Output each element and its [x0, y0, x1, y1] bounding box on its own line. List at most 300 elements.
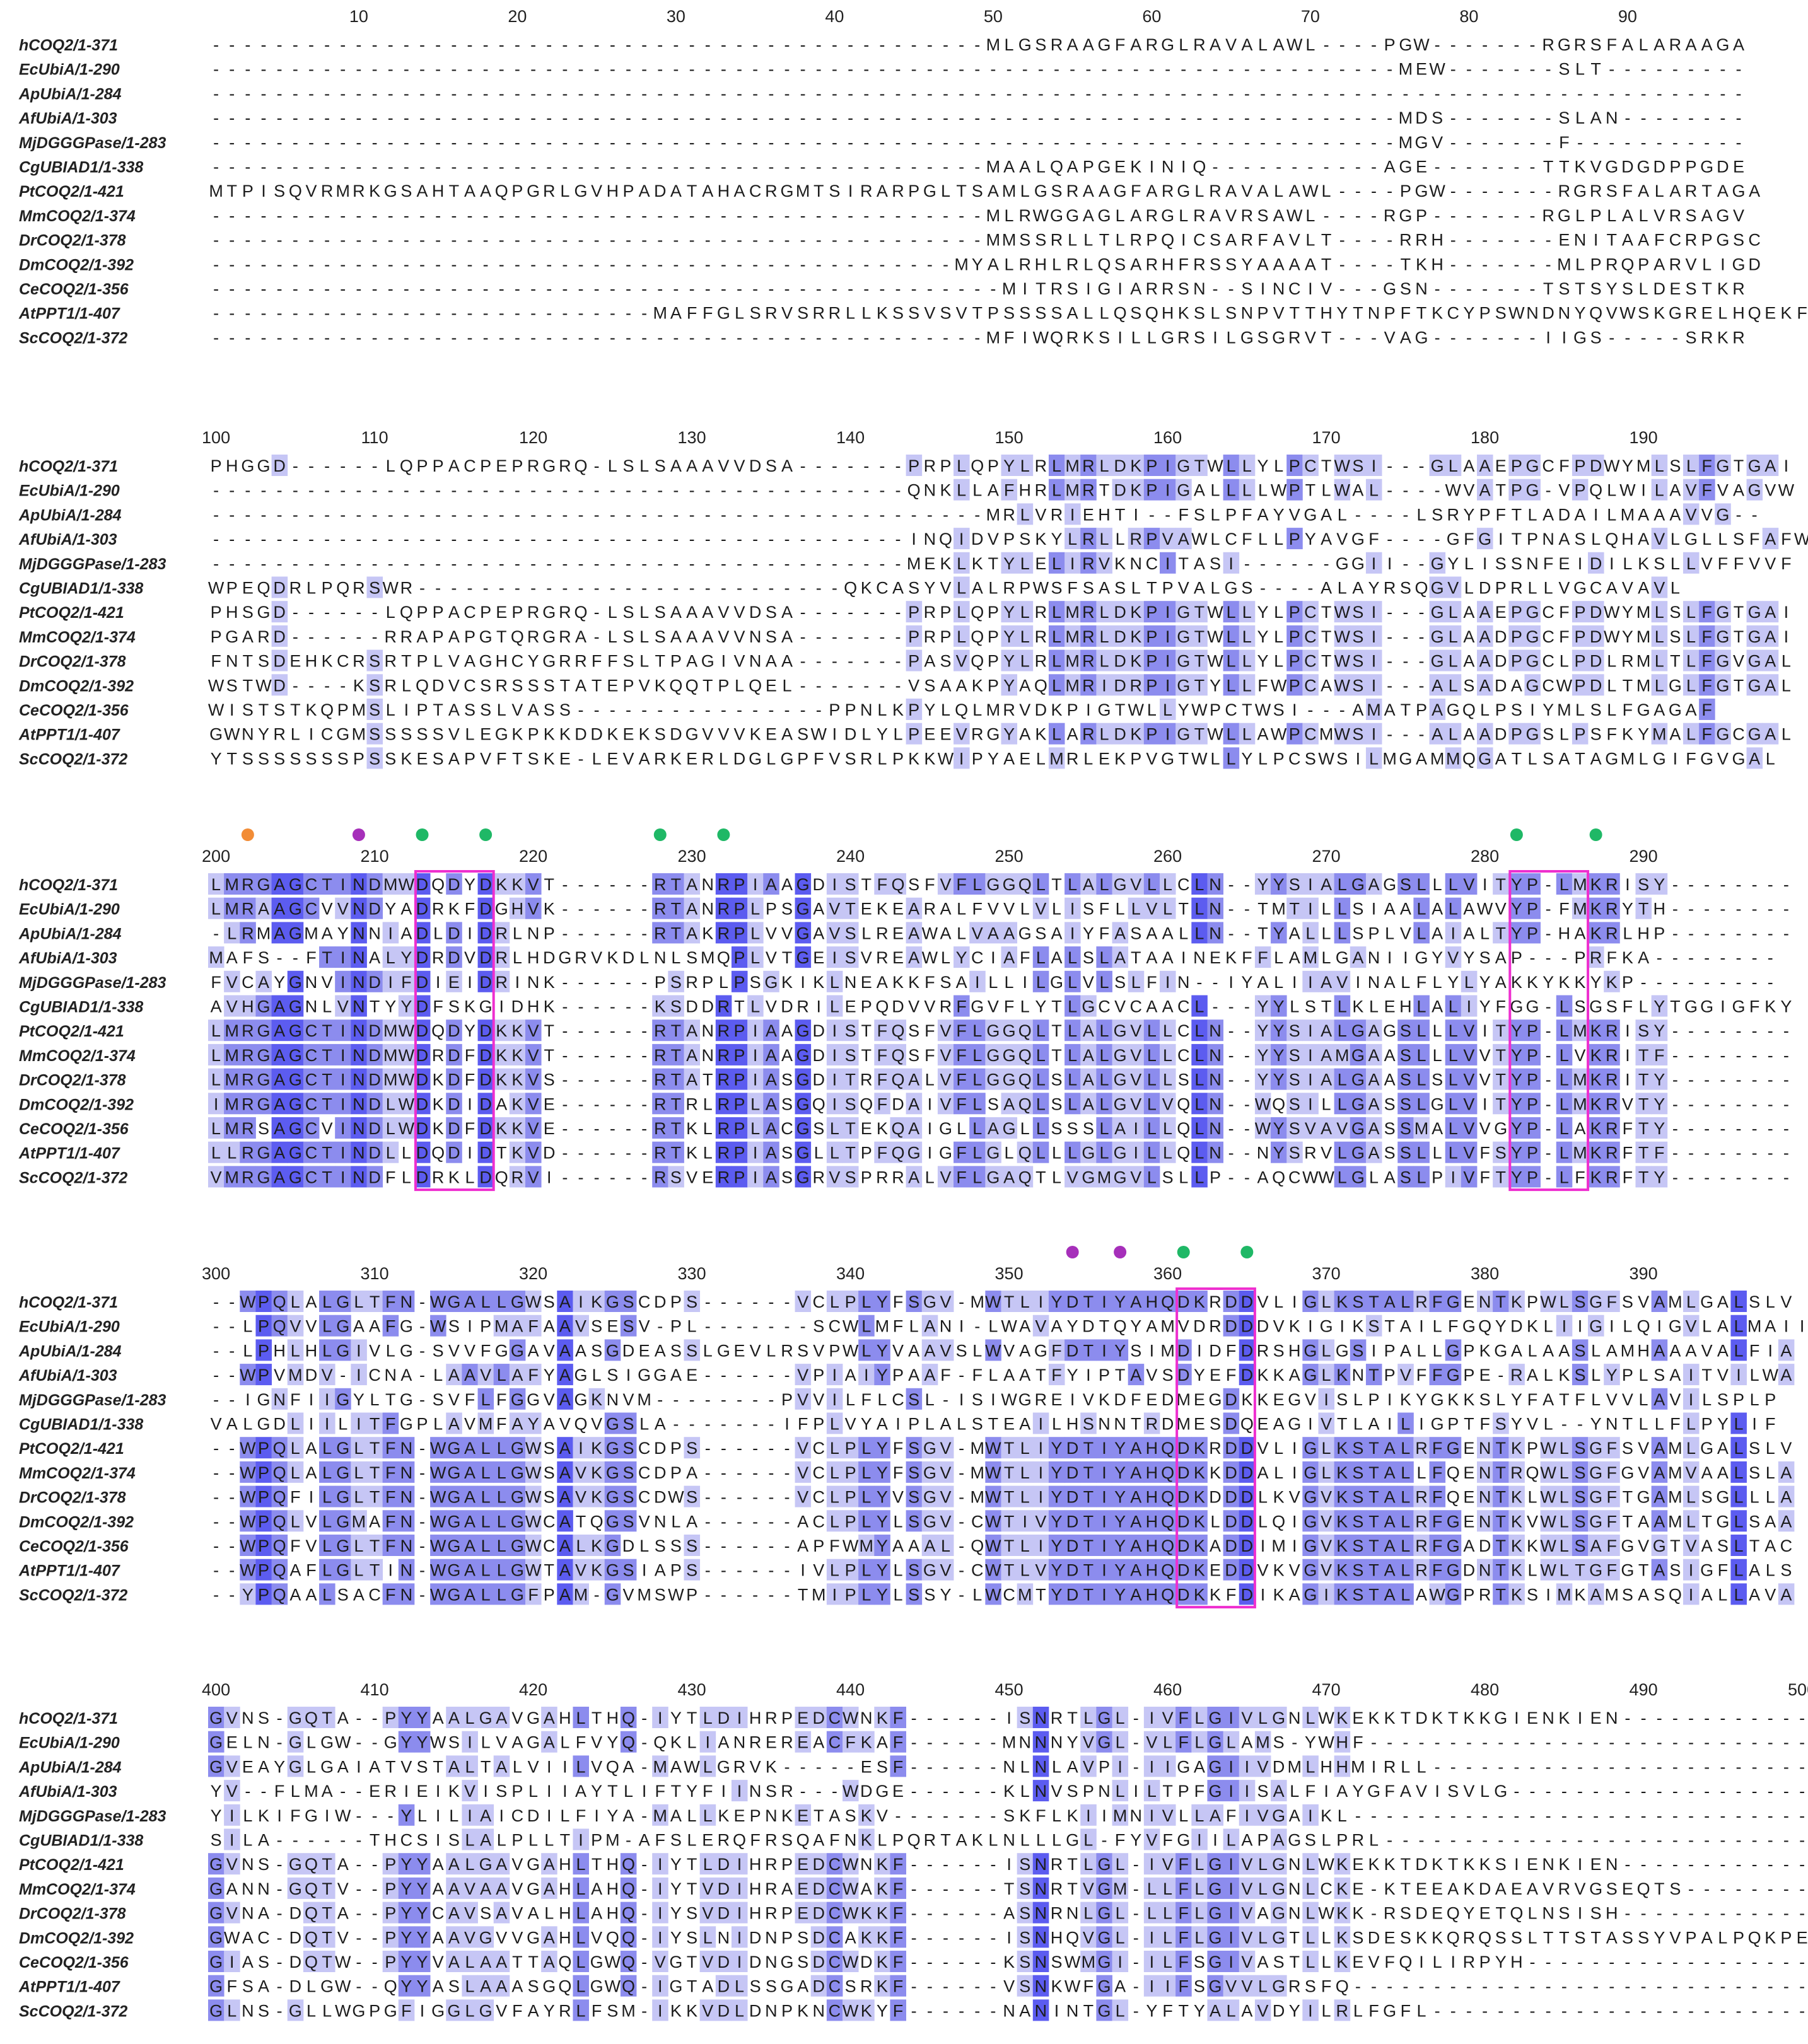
residue: - — [324, 481, 330, 500]
residue: P — [734, 875, 745, 894]
residue: I — [1562, 328, 1567, 347]
residue: L — [941, 700, 950, 719]
residue: F — [1257, 231, 1268, 250]
residue: V — [940, 1046, 951, 1065]
residue: - — [594, 255, 600, 274]
residue: V — [1273, 304, 1285, 323]
residue: - — [562, 1095, 568, 1113]
residue: P — [734, 973, 745, 992]
residue: - — [293, 304, 298, 323]
residue: - — [562, 158, 568, 177]
residue: K — [1178, 304, 1189, 323]
residue: L — [1020, 505, 1030, 524]
residue: - — [419, 35, 425, 54]
residue: M — [1319, 725, 1334, 744]
residue: A — [1495, 749, 1507, 768]
residue: - — [293, 255, 298, 274]
residue: F — [1146, 973, 1157, 992]
residue: D — [479, 1144, 492, 1163]
residue: - — [610, 700, 615, 719]
residue: A — [1321, 875, 1332, 894]
residue: D — [273, 676, 286, 695]
residue: P — [1527, 875, 1538, 894]
residue: - — [768, 231, 774, 250]
residue: - — [848, 328, 853, 347]
residue: G — [1732, 182, 1745, 200]
residue: - — [1482, 182, 1488, 200]
residue: - — [546, 60, 552, 79]
residue: I — [1308, 900, 1313, 919]
residue: R — [718, 1095, 730, 1113]
residue: G — [479, 627, 493, 646]
residue: S — [1653, 554, 1665, 573]
residue: F — [1004, 481, 1015, 500]
residue: - — [641, 579, 647, 598]
residue: - — [1260, 158, 1266, 177]
residue: - — [800, 133, 806, 152]
residue: R — [1130, 676, 1143, 695]
residue: - — [705, 84, 711, 103]
residue: M — [1049, 749, 1064, 768]
residue: - — [483, 579, 489, 598]
residue: K — [877, 900, 888, 919]
residue: M — [1573, 1095, 1587, 1113]
residue: A — [1479, 725, 1491, 744]
residue: K — [1574, 158, 1585, 177]
residue: K — [305, 700, 317, 719]
residue: A — [1352, 948, 1363, 967]
residue: - — [372, 133, 378, 152]
residue: Q — [400, 603, 413, 622]
position-tick-label: 240 — [836, 847, 865, 866]
residue: G — [257, 1046, 271, 1065]
residue: S — [1162, 1168, 1174, 1187]
residue: - — [515, 481, 520, 500]
residue: T — [1257, 900, 1268, 919]
residue: M — [383, 1071, 398, 1089]
residue: - — [879, 35, 885, 54]
residue: L — [1560, 1071, 1569, 1089]
residue: A — [1574, 924, 1585, 943]
residue: Y — [924, 700, 935, 719]
residue: - — [800, 456, 806, 475]
residue: F — [1749, 530, 1760, 549]
residue: M — [225, 900, 239, 919]
residue: A — [400, 924, 412, 943]
residue: P — [766, 900, 777, 919]
residue: A — [702, 603, 713, 622]
residue: G — [225, 627, 238, 646]
residue: R — [1415, 231, 1428, 250]
residue: - — [1688, 108, 1694, 127]
residue: L — [1194, 875, 1204, 894]
residue: - — [610, 900, 615, 919]
residue: G — [1748, 725, 1761, 744]
residue: T — [560, 676, 571, 695]
residue: P — [1574, 652, 1585, 671]
residue: S — [1225, 304, 1237, 323]
residue: - — [1213, 158, 1218, 177]
residue: A — [1003, 158, 1015, 177]
residue: G — [1669, 676, 1682, 695]
residue: L — [1052, 627, 1061, 646]
residue: C — [1748, 231, 1761, 250]
residue: - — [1403, 481, 1408, 500]
residue: - — [1244, 554, 1250, 573]
residue: G — [1114, 1071, 1127, 1089]
residue: T — [1099, 481, 1110, 500]
position-tick-label: 150 — [995, 428, 1024, 447]
residue: - — [451, 579, 457, 598]
residue: A — [1083, 1095, 1094, 1113]
residue: S — [1083, 900, 1094, 919]
residue: V — [940, 579, 951, 598]
residue: - — [1339, 35, 1345, 54]
residue: W — [1191, 700, 1208, 719]
residue: - — [277, 554, 283, 573]
residue: R — [1003, 700, 1015, 719]
residue: V — [1717, 749, 1729, 768]
residue: A — [702, 627, 713, 646]
sequence-row — [211, 456, 1789, 475]
residue: G — [1431, 603, 1444, 622]
residue: I — [1150, 158, 1155, 177]
residue: - — [1149, 108, 1155, 127]
residue: - — [895, 60, 901, 79]
residue: V — [1289, 505, 1300, 524]
residue: - — [848, 60, 853, 79]
residue: - — [626, 1046, 631, 1065]
residue: L — [639, 948, 649, 967]
residue: L — [1322, 948, 1331, 967]
residue: - — [515, 279, 520, 298]
residue: G — [289, 875, 302, 894]
position-tick-label: 140 — [836, 428, 865, 447]
residue: P — [1527, 530, 1538, 549]
residue: P — [829, 700, 840, 719]
residue: F — [1004, 328, 1015, 347]
residue: C — [305, 1021, 318, 1040]
residue: - — [594, 481, 600, 500]
residue: L — [972, 1168, 982, 1187]
residue: - — [1307, 579, 1313, 598]
residue: F — [243, 948, 254, 967]
residue: Q — [971, 652, 984, 671]
residue: M — [1636, 456, 1651, 475]
residue: - — [816, 84, 822, 103]
residue: Y — [1273, 924, 1285, 943]
residue: - — [752, 505, 758, 524]
residue: P — [1162, 579, 1174, 598]
residue: D — [416, 1168, 429, 1187]
residue: A — [988, 255, 999, 274]
residue: R — [1669, 206, 1682, 225]
residue: T — [1543, 158, 1554, 177]
residue: S — [433, 725, 444, 744]
residue: Q — [1589, 481, 1602, 500]
residue: G — [796, 1021, 810, 1040]
residue: - — [1292, 60, 1297, 79]
residue: - — [752, 328, 758, 347]
residue: D — [432, 676, 445, 695]
residue: Y — [1622, 603, 1633, 622]
residue: - — [1768, 1095, 1773, 1113]
residue: - — [277, 948, 283, 967]
residue: V — [1432, 133, 1443, 152]
residue: R — [1082, 481, 1095, 500]
residue: - — [562, 997, 568, 1016]
residue: I — [1372, 900, 1377, 919]
residue: S — [670, 997, 682, 1016]
residue: S — [781, 1071, 793, 1089]
residue: - — [483, 108, 489, 127]
residue: P — [988, 456, 999, 475]
residue: N — [1209, 875, 1222, 894]
residue: - — [1101, 60, 1107, 79]
residue: P — [211, 456, 222, 475]
residue: - — [1482, 255, 1488, 274]
residue: A — [258, 973, 269, 992]
residue: E — [1764, 304, 1776, 323]
residue: G — [1573, 182, 1587, 200]
residue: - — [213, 133, 219, 152]
residue: - — [816, 108, 822, 127]
residue: - — [419, 231, 425, 250]
residue: - — [1704, 60, 1710, 79]
residue: - — [626, 1071, 631, 1089]
residue: V — [528, 1168, 539, 1187]
residue: - — [1530, 231, 1536, 250]
residue: P — [655, 973, 666, 992]
residue: - — [1324, 700, 1329, 719]
residue: - — [1783, 875, 1789, 894]
residue: L — [1242, 652, 1252, 671]
residue: C — [464, 676, 476, 695]
residue: L — [1099, 875, 1109, 894]
residue: A — [1622, 35, 1633, 54]
residue: M — [1446, 749, 1461, 768]
residue: - — [1768, 948, 1773, 967]
sequence-name: CeCOQ2/1-356 — [19, 702, 129, 719]
residue: - — [641, 924, 647, 943]
residue: R — [1051, 505, 1063, 524]
residue: - — [927, 206, 933, 225]
residue: V — [1463, 1071, 1474, 1089]
residue: Q — [1177, 1144, 1190, 1163]
residue: Q — [320, 700, 334, 719]
residue: V — [1321, 279, 1332, 298]
residue: - — [1482, 279, 1488, 298]
residue: L — [1416, 1168, 1426, 1187]
residue: R — [273, 725, 286, 744]
residue: P — [1416, 206, 1427, 225]
residue: G — [257, 603, 271, 622]
residue: - — [689, 133, 695, 152]
residue: - — [213, 108, 219, 127]
residue: L — [1242, 481, 1252, 500]
residue: N — [353, 997, 365, 1016]
residue: L — [703, 1095, 713, 1113]
residue: T — [1495, 1095, 1506, 1113]
residue: G — [1669, 700, 1682, 719]
residue: L — [1227, 328, 1236, 347]
residue: P — [211, 603, 222, 622]
residue: R — [1066, 749, 1079, 768]
residue: - — [1324, 35, 1329, 54]
residue: L — [1401, 973, 1410, 992]
residue: L — [972, 1119, 982, 1138]
residue: R — [1003, 505, 1015, 524]
residue: W — [224, 725, 240, 744]
residue: - — [261, 84, 267, 103]
residue: I — [1134, 1144, 1139, 1163]
residue: G — [1414, 948, 1428, 967]
residue: P — [1400, 182, 1411, 200]
residue: I — [341, 1046, 346, 1065]
residue: - — [404, 279, 409, 298]
residue: Q — [892, 1119, 905, 1138]
residue: L — [1322, 924, 1331, 943]
residue: L — [957, 1119, 966, 1138]
residue: R — [1701, 328, 1713, 347]
residue: R — [1606, 1168, 1618, 1187]
residue: - — [641, 554, 647, 573]
residue: A — [274, 900, 285, 919]
residue: - — [293, 603, 298, 622]
residue: V — [1749, 554, 1760, 573]
residue: L — [1575, 60, 1585, 79]
residue: A — [274, 1144, 285, 1163]
residue: V — [322, 973, 333, 992]
residue: - — [324, 456, 330, 475]
residue: Q — [1748, 304, 1761, 323]
residue: - — [1513, 35, 1519, 54]
residue: D — [368, 1021, 381, 1040]
sequence-name: CgUBIAD1/1-338 — [19, 999, 143, 1016]
sequence-name: ScCOQ2/1-372 — [19, 750, 127, 768]
residue: P — [734, 948, 745, 967]
residue: - — [578, 108, 584, 127]
residue: - — [705, 579, 711, 598]
residue: T — [703, 1071, 713, 1089]
residue: G — [1716, 652, 1729, 671]
residue: S — [242, 700, 254, 719]
residue: - — [1339, 206, 1345, 225]
residue: - — [1466, 35, 1472, 54]
residue: - — [1768, 900, 1773, 919]
residue: Y — [1178, 700, 1189, 719]
residue: - — [293, 231, 298, 250]
residue: T — [322, 1144, 332, 1163]
residue: K — [813, 973, 824, 992]
residue: - — [499, 481, 504, 500]
residue: - — [435, 279, 441, 298]
residue: T — [671, 1021, 682, 1040]
residue: I — [911, 530, 916, 549]
residue: Y — [1257, 627, 1268, 646]
residue: - — [388, 530, 394, 549]
residue: S — [1638, 1021, 1649, 1040]
residue: A — [1622, 206, 1633, 225]
residue: R — [654, 875, 667, 894]
residue: - — [848, 652, 853, 671]
residue: T — [1495, 924, 1506, 943]
residue: - — [213, 481, 219, 500]
residue: S — [1099, 328, 1110, 347]
residue: - — [1149, 505, 1155, 524]
residue: - — [1546, 1046, 1551, 1065]
residue: E — [559, 749, 571, 768]
residue: - — [1609, 84, 1614, 103]
residue: P — [1574, 948, 1585, 967]
residue: - — [578, 133, 584, 152]
residue: - — [927, 279, 933, 298]
residue: G — [1177, 182, 1190, 200]
residue: V — [1099, 554, 1110, 573]
residue: D — [1479, 579, 1491, 598]
residue: K — [544, 900, 555, 919]
residue: A — [1384, 700, 1396, 719]
residue: V — [1463, 481, 1474, 500]
residue: - — [404, 133, 409, 152]
residue: L — [1607, 700, 1616, 719]
residue: Q — [875, 997, 889, 1016]
residue: G — [1510, 997, 1523, 1016]
alignment-block — [18, 847, 1792, 1187]
residue: G — [780, 182, 793, 200]
residue: I — [721, 652, 726, 671]
residue: V — [1447, 948, 1459, 967]
residue: - — [673, 133, 679, 152]
residue: V — [940, 1168, 951, 1187]
residue: - — [562, 206, 568, 225]
residue: S — [1289, 1021, 1300, 1040]
residue: I — [1387, 948, 1392, 967]
residue: A — [877, 182, 888, 200]
residue: I — [1134, 1119, 1139, 1138]
residue: A — [274, 1046, 285, 1065]
residue: P — [1527, 900, 1538, 919]
residue: T — [1734, 627, 1744, 646]
residue: - — [419, 481, 425, 500]
sequence-name: DmCOQ2/1-392 — [19, 1096, 134, 1113]
residue: I — [1720, 997, 1725, 1016]
residue: - — [721, 231, 726, 250]
residue: - — [721, 60, 726, 79]
residue: N — [353, 1095, 365, 1113]
residue: L — [1639, 206, 1648, 225]
residue: H — [1320, 304, 1333, 323]
residue: - — [895, 255, 901, 274]
residue: T — [734, 997, 745, 1016]
residue: P — [1146, 676, 1157, 695]
residue: L — [227, 1144, 236, 1163]
residue: - — [404, 304, 409, 323]
residue: L — [1020, 997, 1030, 1016]
residue: N — [353, 900, 365, 919]
residue: M — [1621, 505, 1635, 524]
residue: - — [641, 1168, 647, 1187]
residue: - — [388, 35, 394, 54]
residue: L — [1068, 231, 1077, 250]
residue: R — [1606, 255, 1618, 274]
residue: A — [1146, 997, 1157, 1016]
residue: - — [1704, 875, 1710, 894]
residue: A — [448, 627, 460, 646]
residue: L — [1052, 554, 1061, 573]
residue: - — [689, 530, 695, 549]
residue: Y — [1257, 603, 1268, 622]
